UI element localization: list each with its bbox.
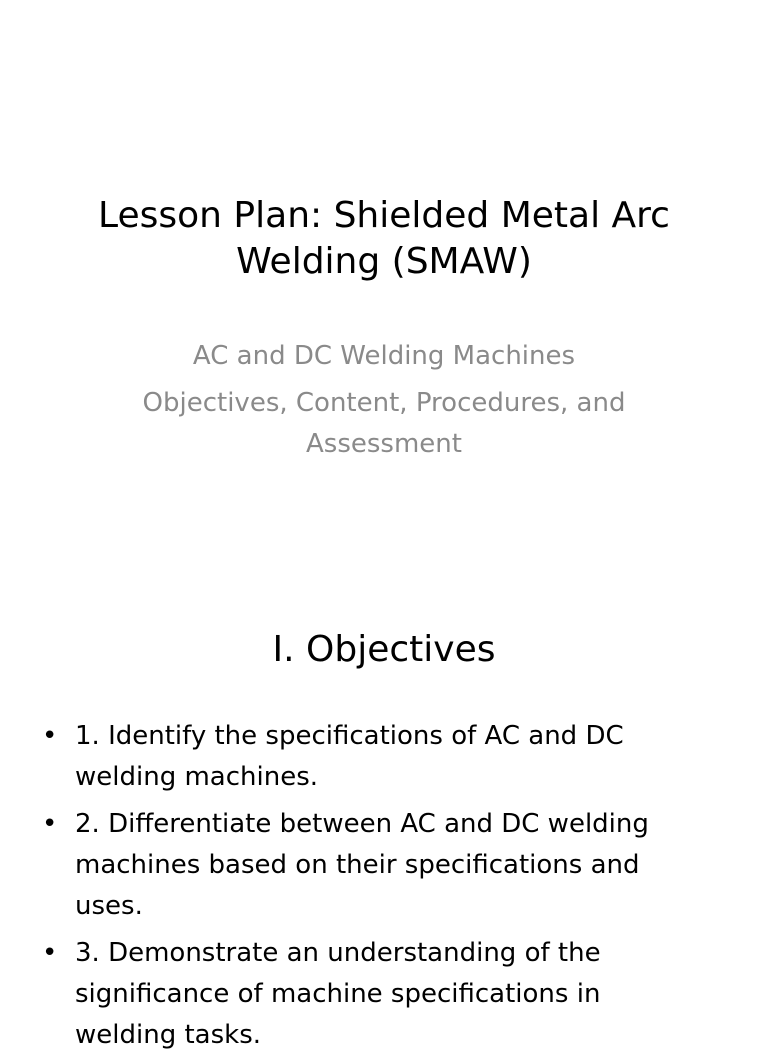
lesson-plan-title: Lesson Plan: Shielded Metal Arc Welding (SMAW) bbox=[98, 195, 670, 282]
lesson-subtitle bbox=[96, 336, 672, 472]
list-item bbox=[40, 804, 700, 927]
bullet-icon: • bbox=[42, 938, 58, 968]
list-item bbox=[40, 716, 700, 798]
list-item bbox=[40, 933, 700, 1056]
bullet-icon: • bbox=[42, 721, 58, 751]
objective-text: 1. Identify the specifications of AC and DC welding machines. bbox=[75, 721, 624, 792]
objectives-heading: I. Objectives bbox=[272, 629, 496, 670]
objective-text: 3. Demonstrate an understanding of the significance of machine specifications in welding tasks. bbox=[75, 938, 601, 1050]
bullet-icon: • bbox=[42, 809, 58, 839]
subtitle-line: AC and DC Welding Machines bbox=[192, 341, 576, 371]
objectives-slide bbox=[0, 576, 768, 1050]
subtitle-line: Objectives, Content, Procedures, and Assessment bbox=[142, 388, 626, 459]
objectives-list bbox=[40, 716, 700, 1062]
objective-text: 2. Differentiate between AC and DC welding machines based on their specifications and uses. bbox=[75, 809, 649, 921]
